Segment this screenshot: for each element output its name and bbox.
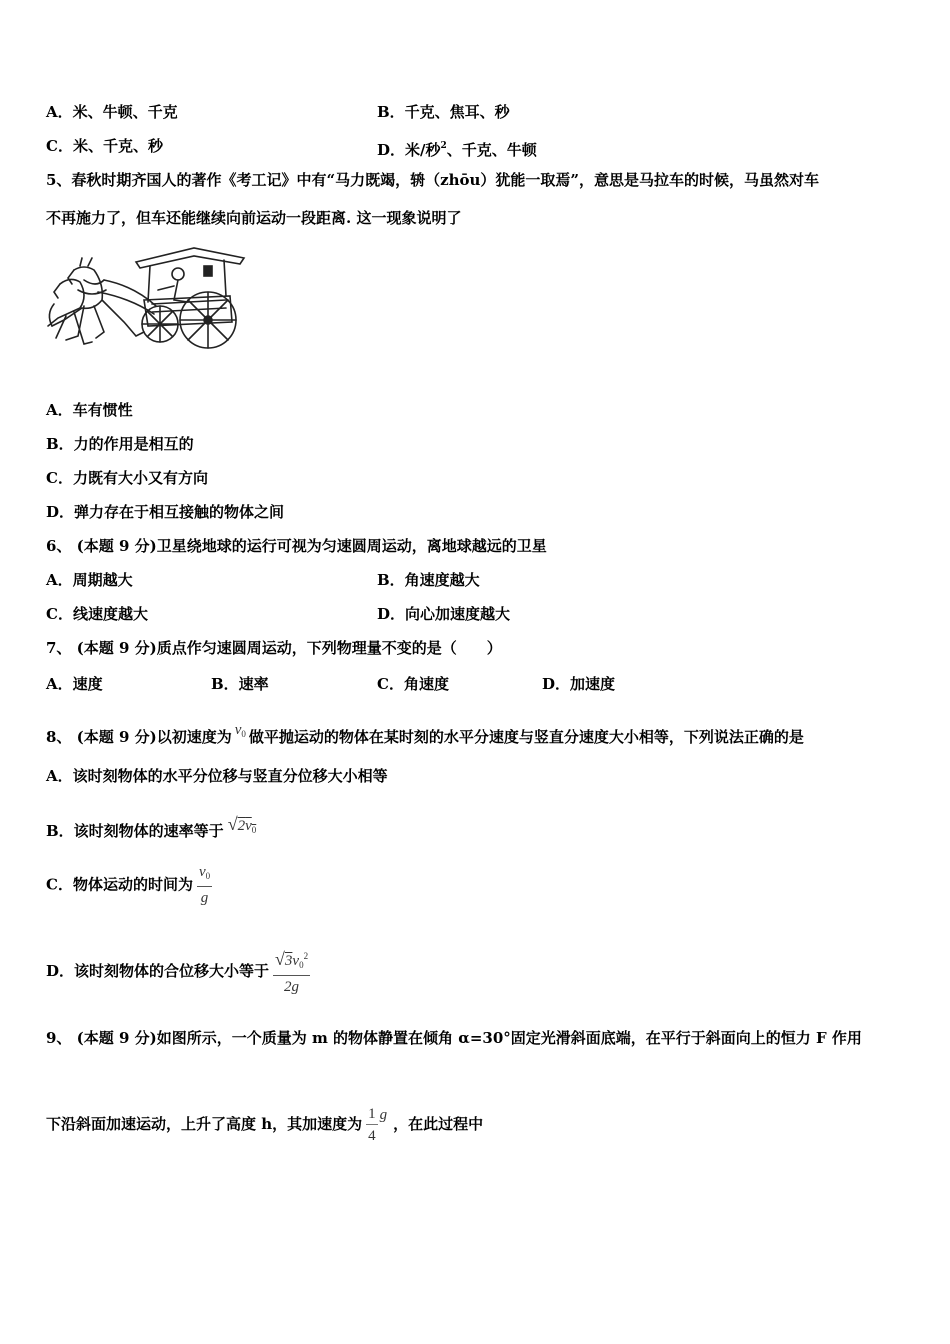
- q9-stem-line-2: 下沿斜面加速运动，上升了高度 h，其加速度为 $\frac{1}{4}$ g ，在此过程中: [46, 1090, 483, 1149]
- q6-option-b: B．角速度越大: [377, 571, 480, 589]
- q7-option-a: A．速度: [46, 675, 103, 693]
- q6-option-c: C．线速度越大: [46, 605, 148, 623]
- horse-chariot-icon: [44, 240, 248, 358]
- sqrt2-v0-formula: $√2v_0$: [227, 814, 257, 835]
- q7-option-c: C．角速度: [377, 675, 449, 693]
- q4-option-b: B．千克、焦耳、秒: [377, 103, 510, 121]
- sqrt3-v0sq-over-2g-formula: $\frac{√3v_0^2}{2g}$: [273, 946, 310, 998]
- q8-option-c: C．物体运动的时间为 $\frac{v_0}{g}$: [46, 862, 212, 909]
- q6-option-d: D．向心加速度越大: [377, 605, 511, 623]
- v0-over-g-formula: $\frac{v_0}{g}$: [198, 864, 211, 906]
- q5-option-c: C．力既有大小又有方向: [46, 469, 208, 487]
- q5-stem-line-1: 5、春秋时期齐国人的著作《考工记》中有“马力既竭，辀（zhōu）犹能一取焉”，意思是马拉车的时候，马虽然对车: [46, 171, 820, 189]
- q7-stem: 7、 (本题 9 分)质点作匀速圆周运动，下列物理量不变的是（ ）: [46, 639, 502, 657]
- q8-stem: 8、 (本题 9 分)以初速度为 $v_0$ 做平抛运动的物体在某时刻的水平分速度与竖直分速度大小相等，下列说法正确的是: [46, 722, 804, 746]
- q6-stem: 6、 (本题 9 分)卫星绕地球的运行可视为匀速圆周运动，离地球越远的卫星: [46, 537, 547, 555]
- q7-option-d: D．加速度: [542, 675, 616, 693]
- q4-option-d: D．米/秒$^2$、千克、牛顿: [377, 141, 537, 159]
- q5-option-b: B．力的作用是相互的: [46, 435, 194, 453]
- q7-option-b: B．速率: [211, 675, 269, 693]
- q6-option-a: A．周期越大: [46, 571, 133, 589]
- q8-option-a: A．该时刻物体的水平分位移与竖直分位移大小相等: [46, 767, 388, 785]
- q4-option-c: C．米、千克、秒: [46, 137, 163, 155]
- q8-option-d: D．该时刻物体的合位移大小等于 $\frac{√3v_0^2}{2g}$: [46, 944, 310, 998]
- v0-symbol: $v_0$: [234, 722, 246, 739]
- quarter-g-formula: $\frac{1}{4}$: [368, 1105, 376, 1144]
- horse-chariot-illustration: [44, 240, 248, 358]
- q5-option-a: A．车有惯性: [46, 401, 133, 419]
- q4-option-a: A．米、牛顿、千克: [46, 103, 178, 121]
- q9-stem-line-1: 9、 (本题 9 分)如图所示，一个质量为 m 的物体静置在倾角 α=30°固定光滑斜面底端，在平行于斜面向上的恒力 F 作用: [46, 1029, 862, 1047]
- q8-option-b: B．该时刻物体的速率等于 $√2v_0$: [46, 814, 257, 840]
- q5-option-d: D．弹力存在于相互接触的物体之间: [46, 503, 285, 521]
- q5-stem-line-2: 不再施力了，但车还能继续向前运动一段距离. 这一现象说明了: [46, 209, 462, 227]
